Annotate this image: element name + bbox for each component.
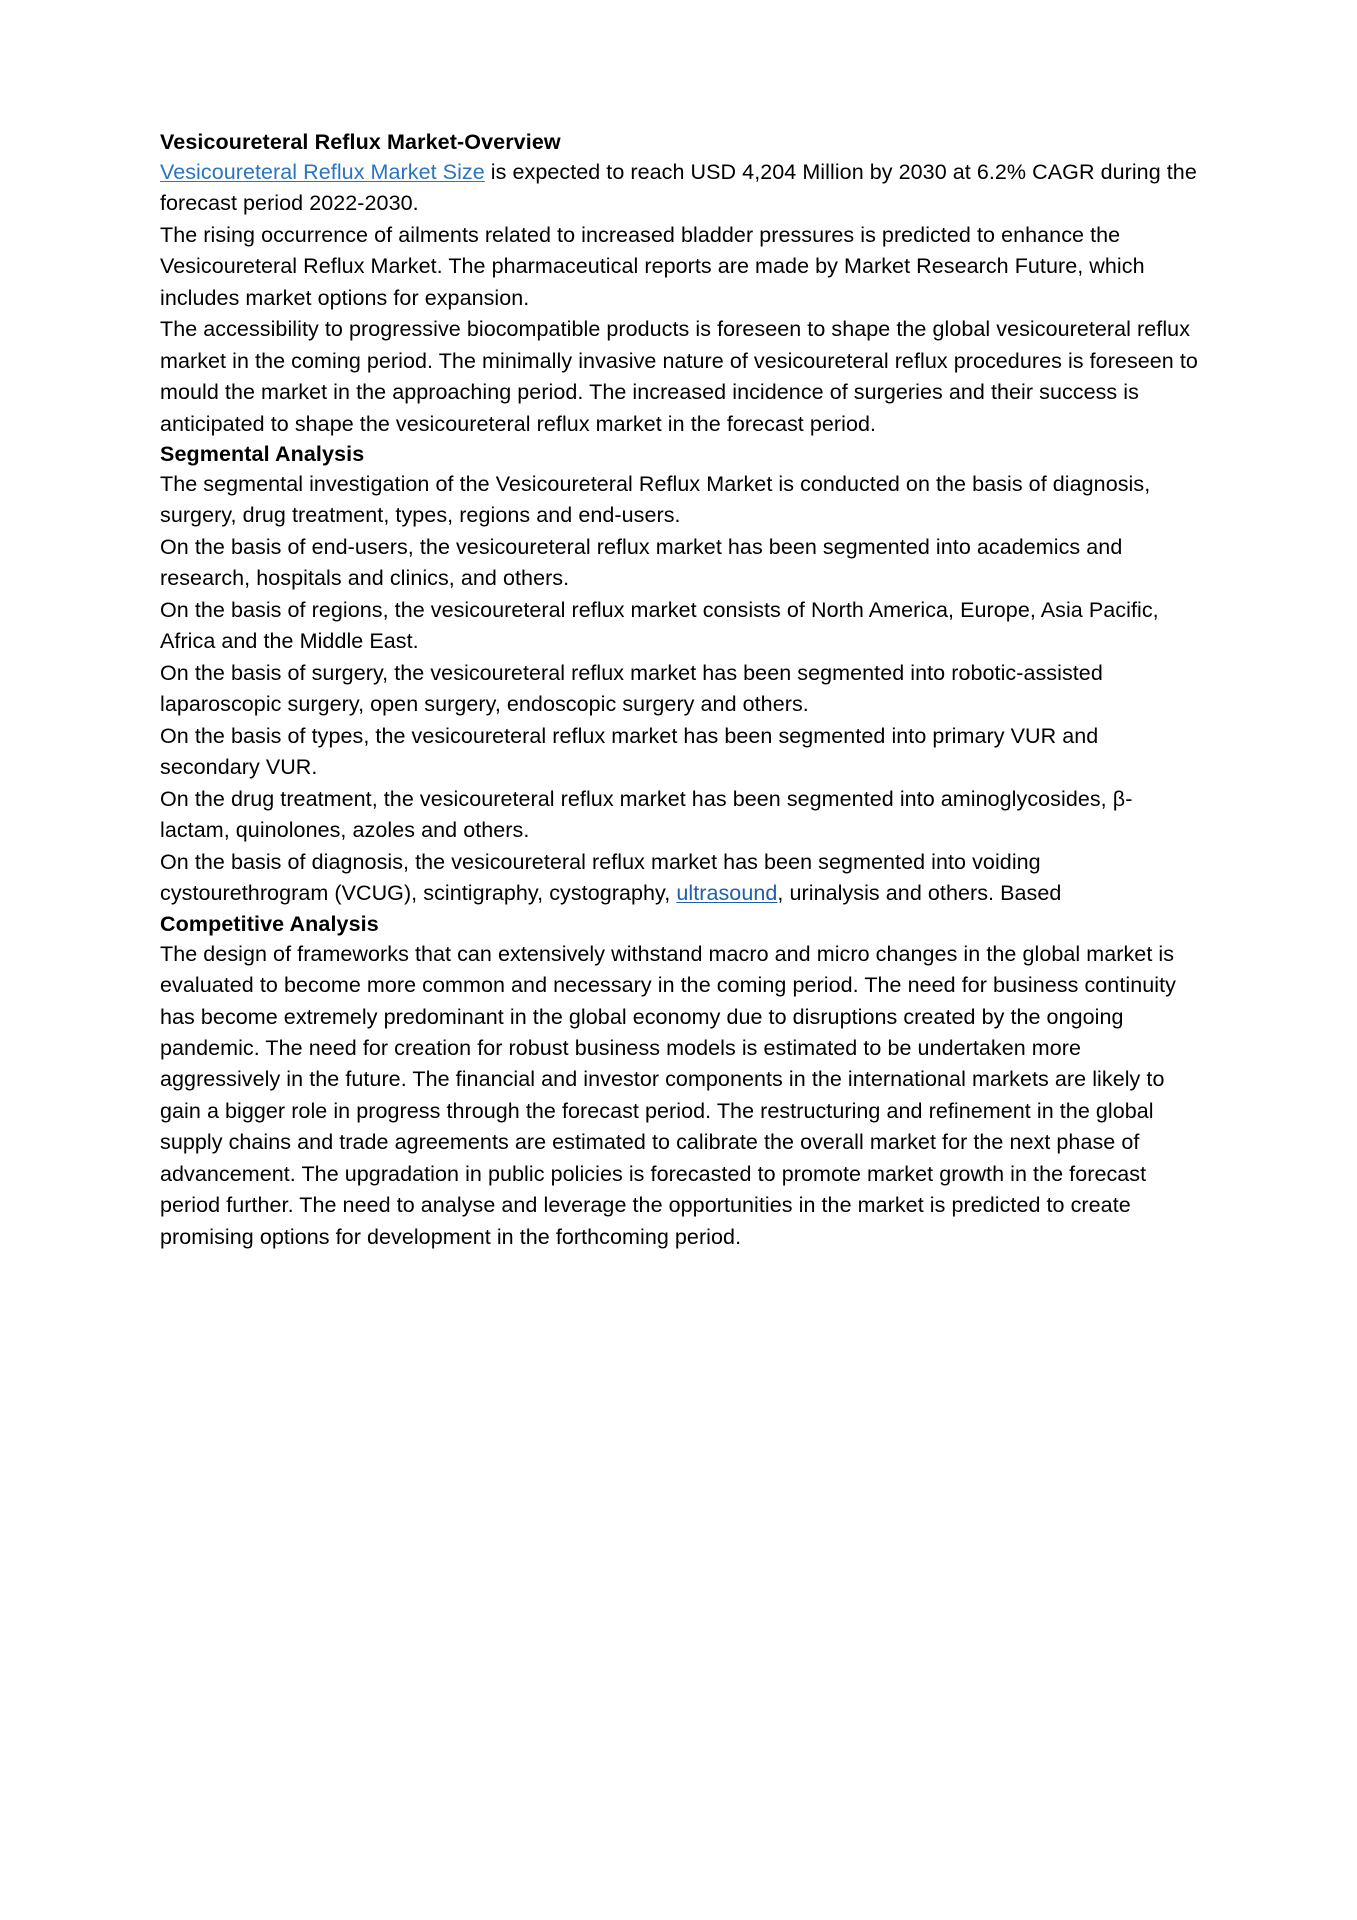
end-users-paragraph: On the basis of end-users, the vesicoureteral reflux market has been segmented into academics and research, hospitals and clinics, and others. — [160, 534, 1123, 591]
vesicoureteral-reflux-market-size-link[interactable]: Vesicoureteral Reflux Market Size — [160, 159, 485, 184]
drug-treatment-paragraph: On the drug treatment, the vesicoureteral reflux market has been segmented into aminoglycosides, β-lactam, quinolones, azoles and others. — [160, 786, 1133, 843]
ultrasound-link[interactable]: ultrasound — [676, 881, 778, 906]
regions-paragraph: On the basis of regions, the vesicoureteral reflux market consists of North America, Europe, Asia Pacific, Africa and the Middle East. — [160, 597, 1159, 654]
intro-paragraph-text: is expected to reach USD 4,204 Million by 2030 at 6.2% CAGR during the forecast period 2022-2030. — [160, 159, 1197, 216]
types-paragraph: On the basis of types, the vesicoureteral reflux market has been segmented into primary VUR and secondary VUR. — [160, 723, 1099, 780]
accessibility-paragraph: The accessibility to progressive biocompatible products is foreseen to shape the global vesicoureteral reflux market in the coming period. The minimally invasive nature of vesicoureteral reflux procedures is foreseen to mould the market in the approaching period. The increased incidence of surgeries and their success is anticipated to shape the vesicoureteral reflux market in the forecast period. — [160, 317, 1198, 436]
competitive-analysis-heading: Competitive Analysis — [160, 911, 379, 936]
competitive-analysis-paragraph: The design of frameworks that can extensively withstand macro and micro changes in the global market is evaluated to become more common and necessary in the coming period. The need for business continuity has become extremely predominant in the global economy due to disruptions created by the ongoing pandemic. The need for creation for robust business models is estimated to be undertaken more aggressively in the future. The financial and investor components in the international markets are likely to gain a bigger role in progress through the forecast period. The restructuring and refinement in the global supply chains and trade agreements are estimated to calibrate the overall market for the next phase of advancement. The upgradation in public policies is forecasted to promote market growth in the forecast period further. The need to analyse and leverage the opportunities in the market is predicted to create promising options for development in the forthcoming period. — [160, 941, 1176, 1249]
surgery-paragraph: On the basis of surgery, the vesicoureteral reflux market has been segmented into robotic-assisted laparoscopic surgery, open surgery, endoscopic surgery and others. — [160, 660, 1103, 717]
diagnosis-paragraph-text-before: On the basis of diagnosis, the vesicoureteral reflux market has been segmented into voiding cystourethrogram (VCUG), scintigraphy, cystography, — [160, 849, 1041, 906]
segmental-analysis-heading: Segmental Analysis — [160, 442, 365, 467]
intro-paragraph — [160, 157, 1200, 220]
diagnosis-paragraph — [160, 847, 1200, 910]
segmental-intro-paragraph: The segmental investigation of the Vesicoureteral Reflux Market is conducted on the basis of diagnosis, surgery, drug treatment, types, regions and end-users. — [160, 471, 1151, 528]
page-title: Vesicoureteral Reflux Market-Overview — [160, 130, 561, 154]
rising-occurrence-paragraph: The rising occurrence of ailments related to increased bladder pressures is predicted to enhance the Vesicoureteral Reflux Market. The pharmaceutical reports are made by Market Research Future, which includes market options for expansion. — [160, 222, 1145, 310]
document-body — [160, 128, 1200, 1253]
diagnosis-paragraph-text-after: , urinalysis and others. Based — [777, 881, 1062, 906]
